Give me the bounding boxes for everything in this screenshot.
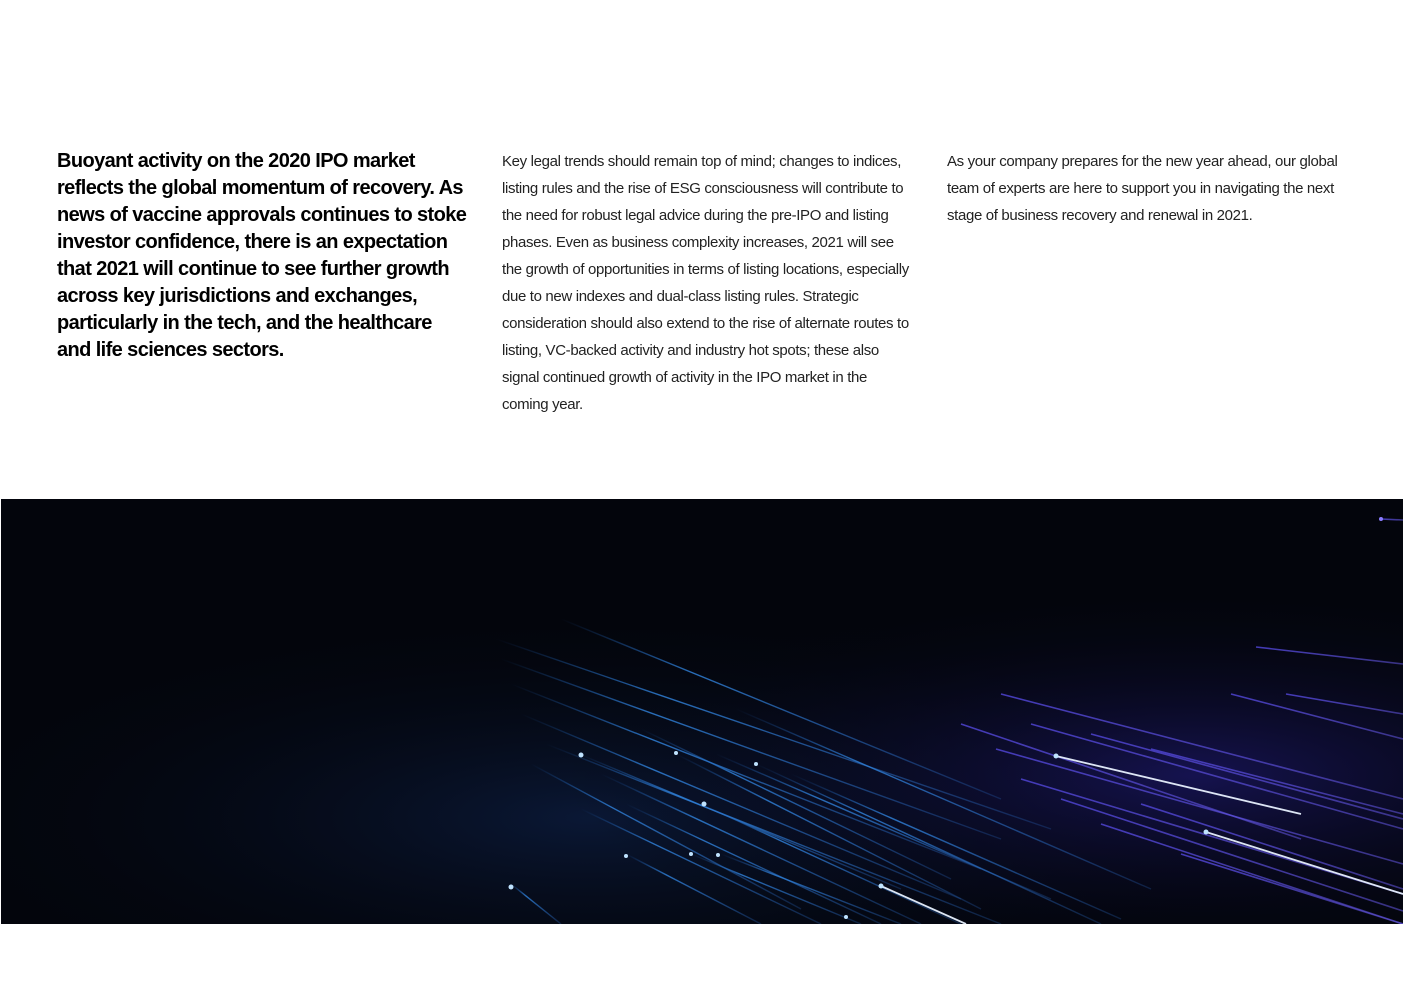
- hero-image: [1, 499, 1403, 924]
- body-paragraph: Key legal trends should remain top of mind; changes to indices, listing rules and the rise of ESG consciousness will contribute to the need for robust legal advice during the pre-IPO and listing phases. Even as business complexity increases, 2021 will see the growth of opportunities in terms of listing locations, especially due to new indexes and dual-class listing rules. Strategic consideration should also extend to the rise of alternate routes to listing, VC-backed activity and industry hot spots; these also signal continued growth of activity in the IPO market in the coming year.: [502, 153, 909, 413]
- lead-paragraph: Buoyant activity on the 2020 IPO market reflects the global momentum of recovery. As news of vaccine approvals continues to stoke investor confidence, there is an expectation that 2021 will continue to see further growth across key jurisdictions and exchanges, particularly in the tech, and the healthcare and life sciences sectors.: [57, 150, 467, 361]
- fiber-optic-light-streaks: [1, 499, 1403, 924]
- closing-paragraph: As your company prepares for the new year ahead, our global team of experts are here to support you in navigating the next stage of business recovery and renewal in 2021.: [947, 153, 1338, 224]
